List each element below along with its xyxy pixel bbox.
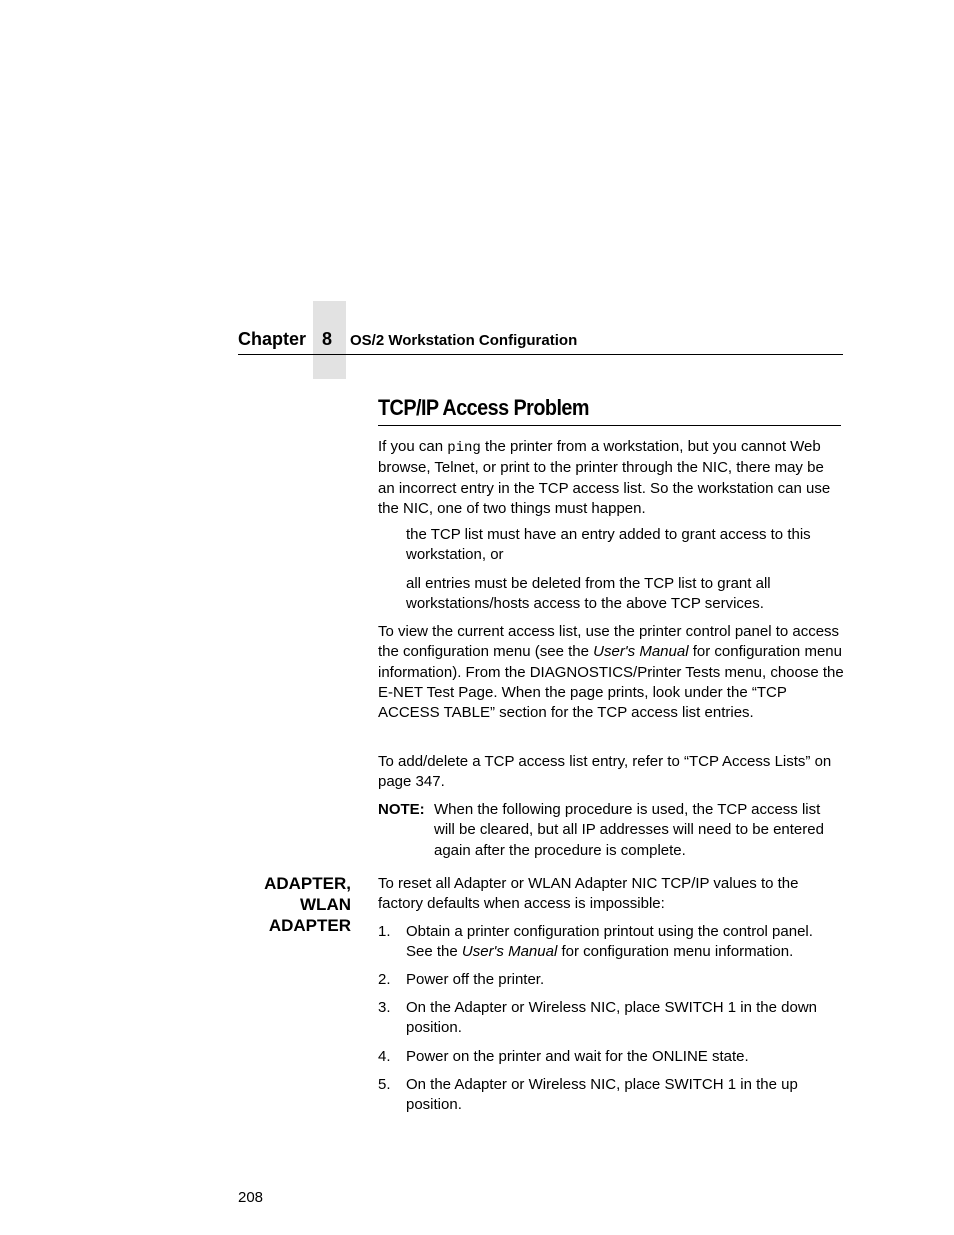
ping-command: ping: [447, 440, 481, 456]
side-heading-line-3: ADAPTER: [268, 916, 351, 935]
step-5: On the Adapter or Wireless NIC, place SWITCH 1 in the up position.: [406, 1076, 798, 1114]
users-manual-reference: User's Manual: [593, 643, 689, 661]
adapter-intro: To reset all Adapter or WLAN Adapter NIC TCP/IP values to the factory defaults when access is impossible:: [378, 875, 799, 913]
chapter-number: 8: [321, 329, 332, 349]
step-number-1: 1.: [378, 923, 391, 940]
intro-text-2: the printer from a workstation, but you cannot Web browse, Telnet, or print to the printer through the NIC, there may be an incorrect entry in the TCP access list. So the workstation can use the NIC, one of two things must happen.: [378, 438, 831, 517]
side-heading-line-2: WLAN: [300, 895, 351, 914]
step-number-4: 4.: [378, 1048, 391, 1065]
step-number-2: 2.: [378, 971, 391, 988]
step-2: Power off the printer.: [406, 971, 545, 988]
note-text: When the following procedure is used, the TCP access list will be cleared, but all IP addresses will need to be entered again after the procedure is complete.: [434, 801, 824, 859]
add-delete-paragraph: To add/delete a TCP access list entry, refer to “TCP Access Lists” on page 347.: [378, 753, 832, 791]
view-text-2: for configuration menu information). From the DIAGNOSTICS/Printer Tests menu, choose the E-NET Test Page. When the page prints, look under the “TCP ACCESS TABLE” section for the TCP access list entries.: [378, 643, 844, 722]
section-title-rule: [378, 425, 841, 426]
option-add-entry: the TCP list must have an entry added to grant access to this workstation, or: [406, 526, 811, 564]
intro-text-1: If you can: [378, 438, 448, 455]
step-1-text-2: for configuration menu information.: [557, 943, 794, 961]
step-3: On the Adapter or Wireless NIC, place SWITCH 1 in the down position.: [406, 999, 817, 1037]
step-1-text-1: Obtain a printer configuration printout using the control panel. See the: [406, 923, 813, 961]
note-label: NOTE:: [378, 801, 425, 818]
step-4: Power on the printer and wait for the ONLINE state.: [406, 1048, 749, 1065]
view-access-list-paragraph: [378, 622, 844, 723]
adapter-side-heading: [230, 873, 351, 936]
chapter-label: Chapter: [238, 329, 307, 349]
users-manual-reference-2: User's Manual: [461, 943, 558, 961]
page-number: 208: [238, 1189, 264, 1206]
intro-paragraph: [378, 437, 844, 519]
chapter-title: OS/2 Workstation Configuration: [350, 332, 578, 349]
view-text-1: To view the current access list, use the printer control panel to access the configuration menu (see the: [378, 623, 840, 661]
option-delete-entries: all entries must be deleted from the TCP list to grant all workstations/hosts access to the above TCP services.: [406, 575, 771, 613]
side-heading-line-1: ADAPTER,: [264, 874, 351, 893]
section-title: TCP/IP Access Problem: [378, 395, 589, 420]
step-number-5: 5.: [378, 1076, 391, 1093]
step-number-3: 3.: [378, 999, 391, 1016]
header-rule: [238, 354, 843, 355]
step-1: [406, 922, 842, 963]
